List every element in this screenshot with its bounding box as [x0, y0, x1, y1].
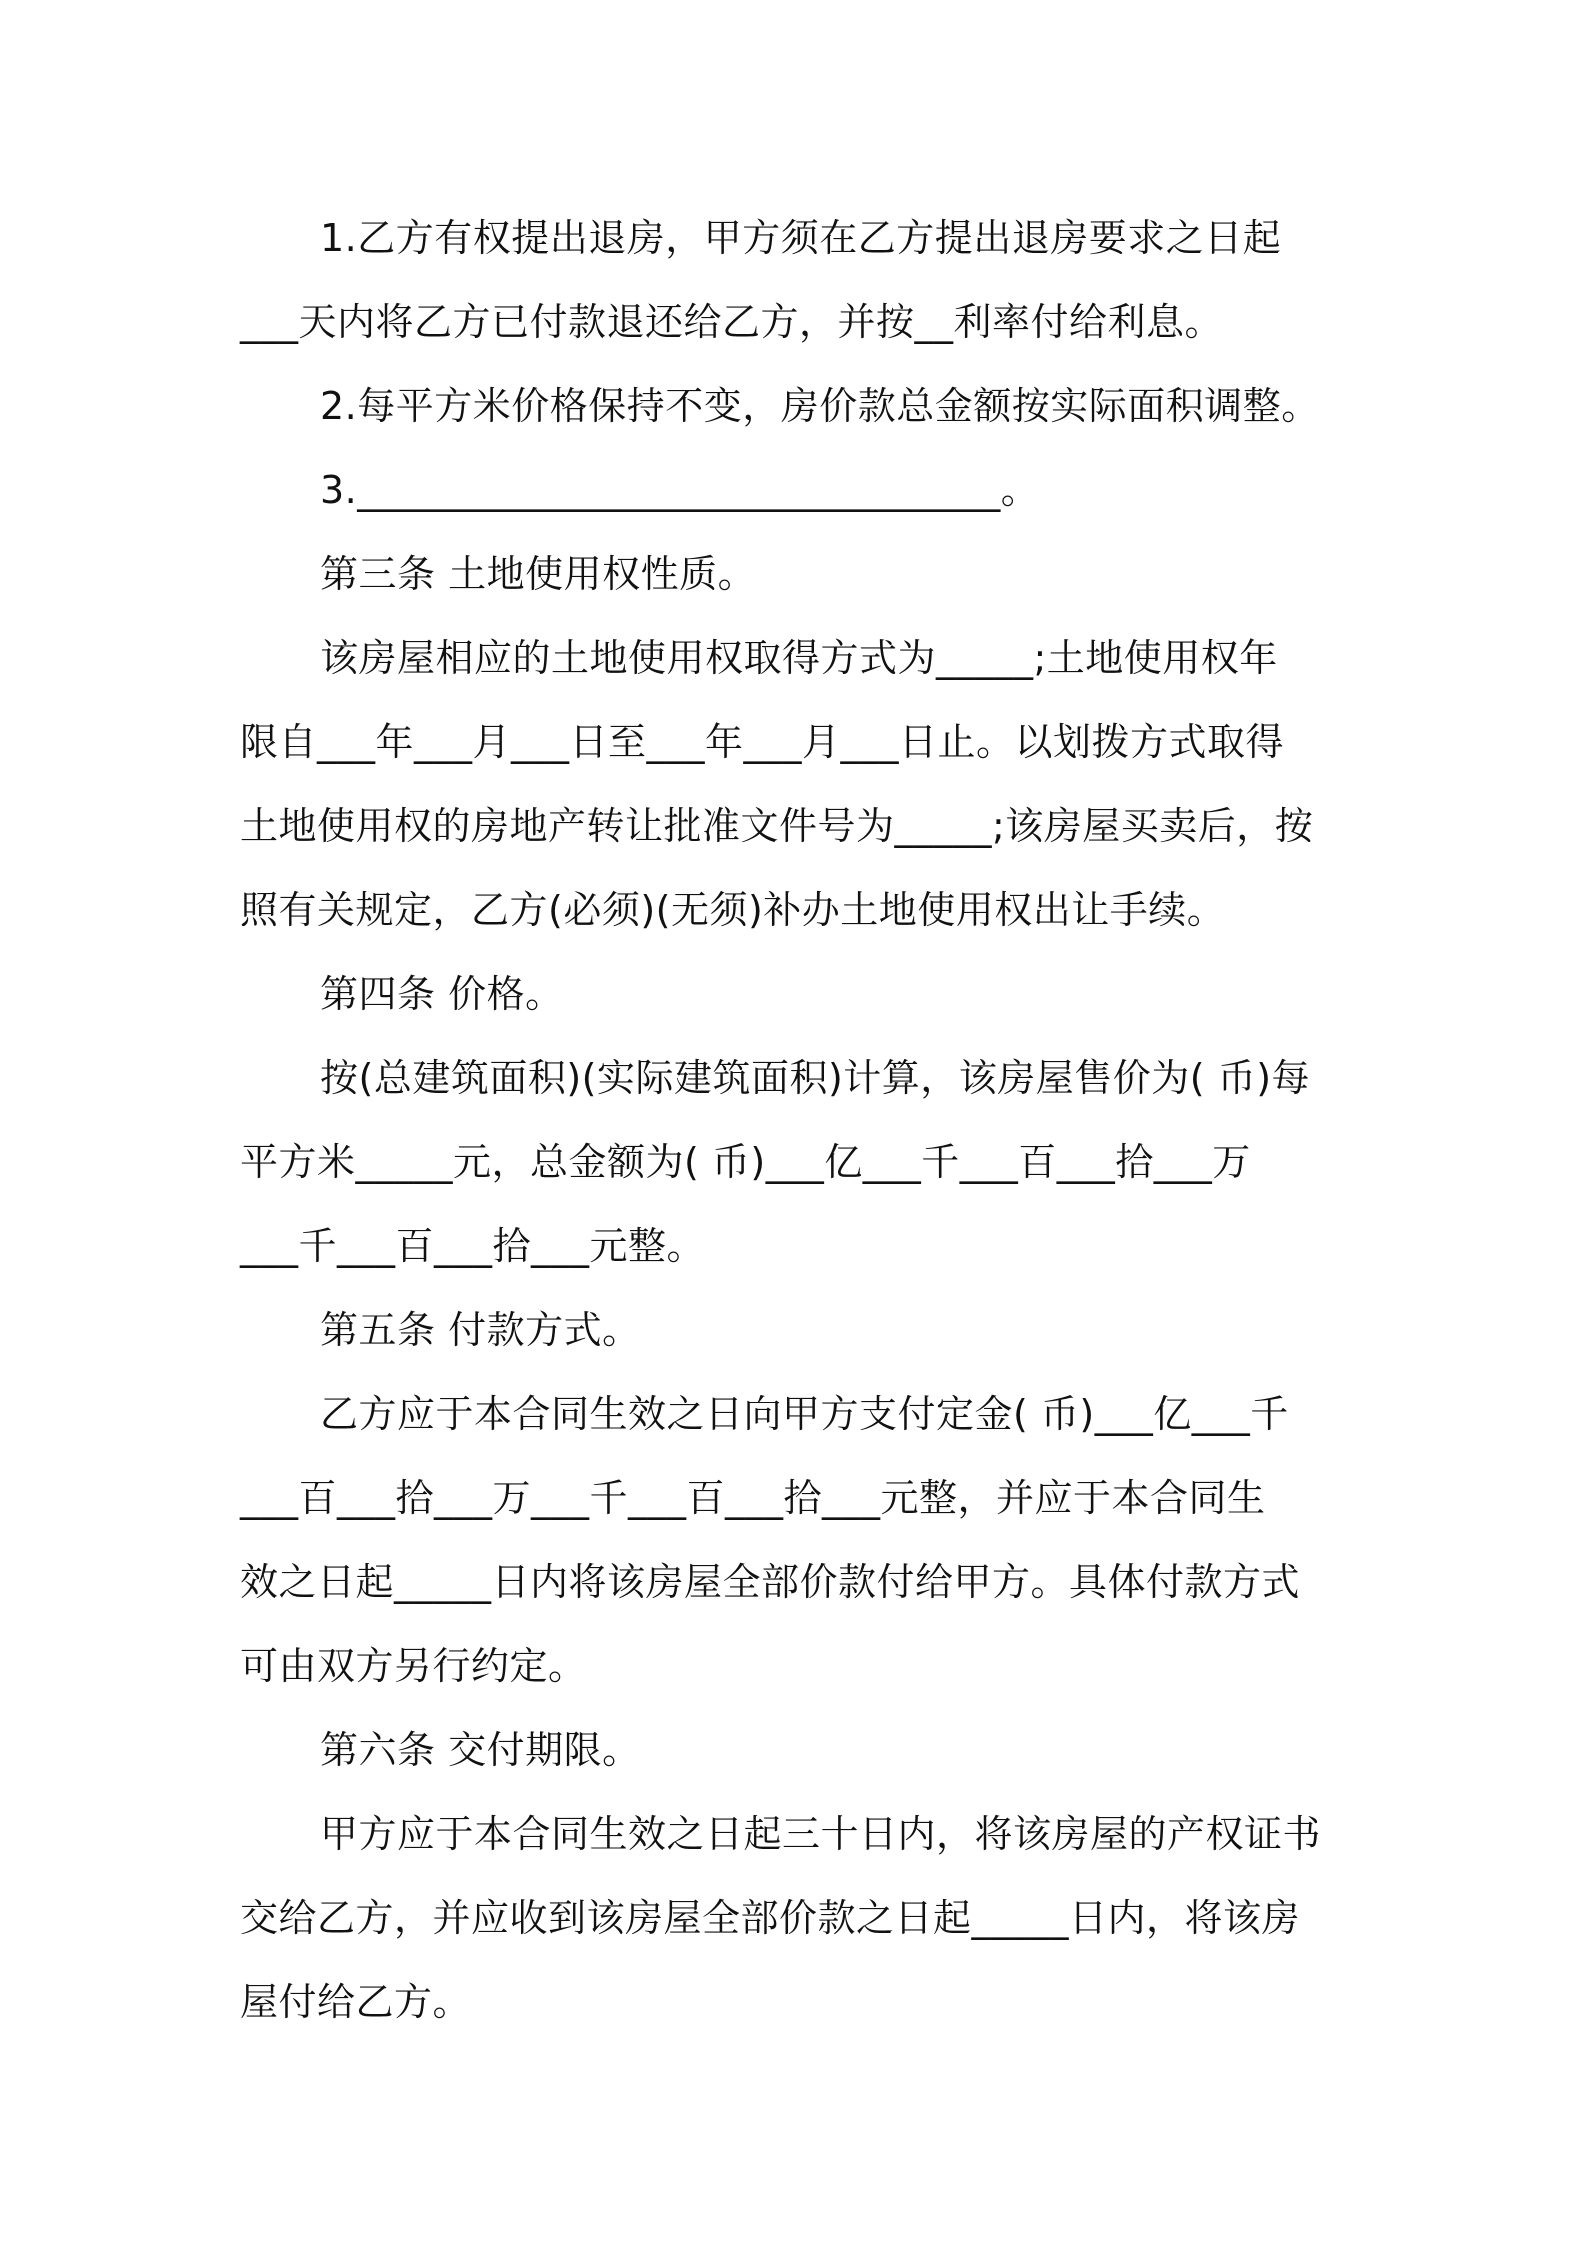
- document-body: [240, 196, 1352, 2044]
- clause-item-1-line-1: 1.乙方有权提出退房，甲方须在乙方提出退房要求之日起: [320, 216, 1282, 260]
- article-3-line-1: 该房屋相应的土地使用权取得方式为_____;土地使用权年: [320, 636, 1278, 680]
- clause-item-1: [240, 196, 1352, 364]
- article-6-heading: 第六条 交付期限。: [320, 1728, 641, 1772]
- article-3-line-2: 限自___年___月___日至___年___月___日止。以划拨方式取得: [240, 720, 1285, 764]
- article-3-line-3: 土地使用权的房地产转让批准文件号为_____;该房屋买卖后，按: [240, 804, 1314, 848]
- article-5-line-1: 乙方应于本合同生效之日向甲方支付定金( 币)___亿___千: [320, 1392, 1289, 1436]
- article-4-line-1: 按(总建筑面积)(实际建筑面积)计算，该房屋售价为( 币)每: [320, 1056, 1311, 1100]
- article-5-heading: 第五条 付款方式。: [320, 1308, 641, 1352]
- clause-item-1-line-2: ___天内将乙方已付款退还给乙方，并按__利率付给利息。: [240, 300, 1224, 344]
- article-4-line-3: ___千___百___拾___元整。: [240, 1224, 706, 1268]
- article-4-heading: 第四条 价格。: [320, 972, 564, 1016]
- clause-item-2: [240, 364, 1352, 448]
- article-6-line-2: 交给乙方，并应收到该房屋全部价款之日起_____日内，将该房: [240, 1896, 1301, 1940]
- clause-item-3: [240, 448, 1352, 532]
- article-6-line-1: 甲方应于本合同生效之日起三十日内，将该房屋的产权证书: [320, 1812, 1322, 1856]
- article-6-line-3: 屋付给乙方。: [240, 1980, 472, 2024]
- clause-item-2-line-1: 2.每平方米价格保持不变，房价款总金额按实际面积调整。: [320, 384, 1320, 428]
- article-3-line-4: 照有关规定，乙方(必须)(无须)补办土地使用权出让手续。: [240, 888, 1226, 932]
- article-5-line-4: 可由双方另行约定。: [240, 1644, 587, 1688]
- article-3-heading: 第三条 土地使用权性质。: [320, 552, 757, 596]
- article-4-body: [240, 1036, 1352, 1288]
- article-5-line-3: 效之日起_____日内将该房屋全部价款付给甲方。具体付款方式: [240, 1560, 1301, 1604]
- article-3-body: [240, 616, 1352, 952]
- article-5-body: [240, 1372, 1352, 1708]
- article-4-line-2: 平方米_____元，总金额为( 币)___亿___千___百___拾___万: [240, 1140, 1251, 1184]
- clause-item-3-line-1: 3._________________________________。: [320, 468, 1040, 512]
- article-5-line-2: ___百___拾___万___千___百___拾___元整，并应于本合同生: [240, 1476, 1266, 1520]
- article-6-body: [240, 1792, 1352, 2044]
